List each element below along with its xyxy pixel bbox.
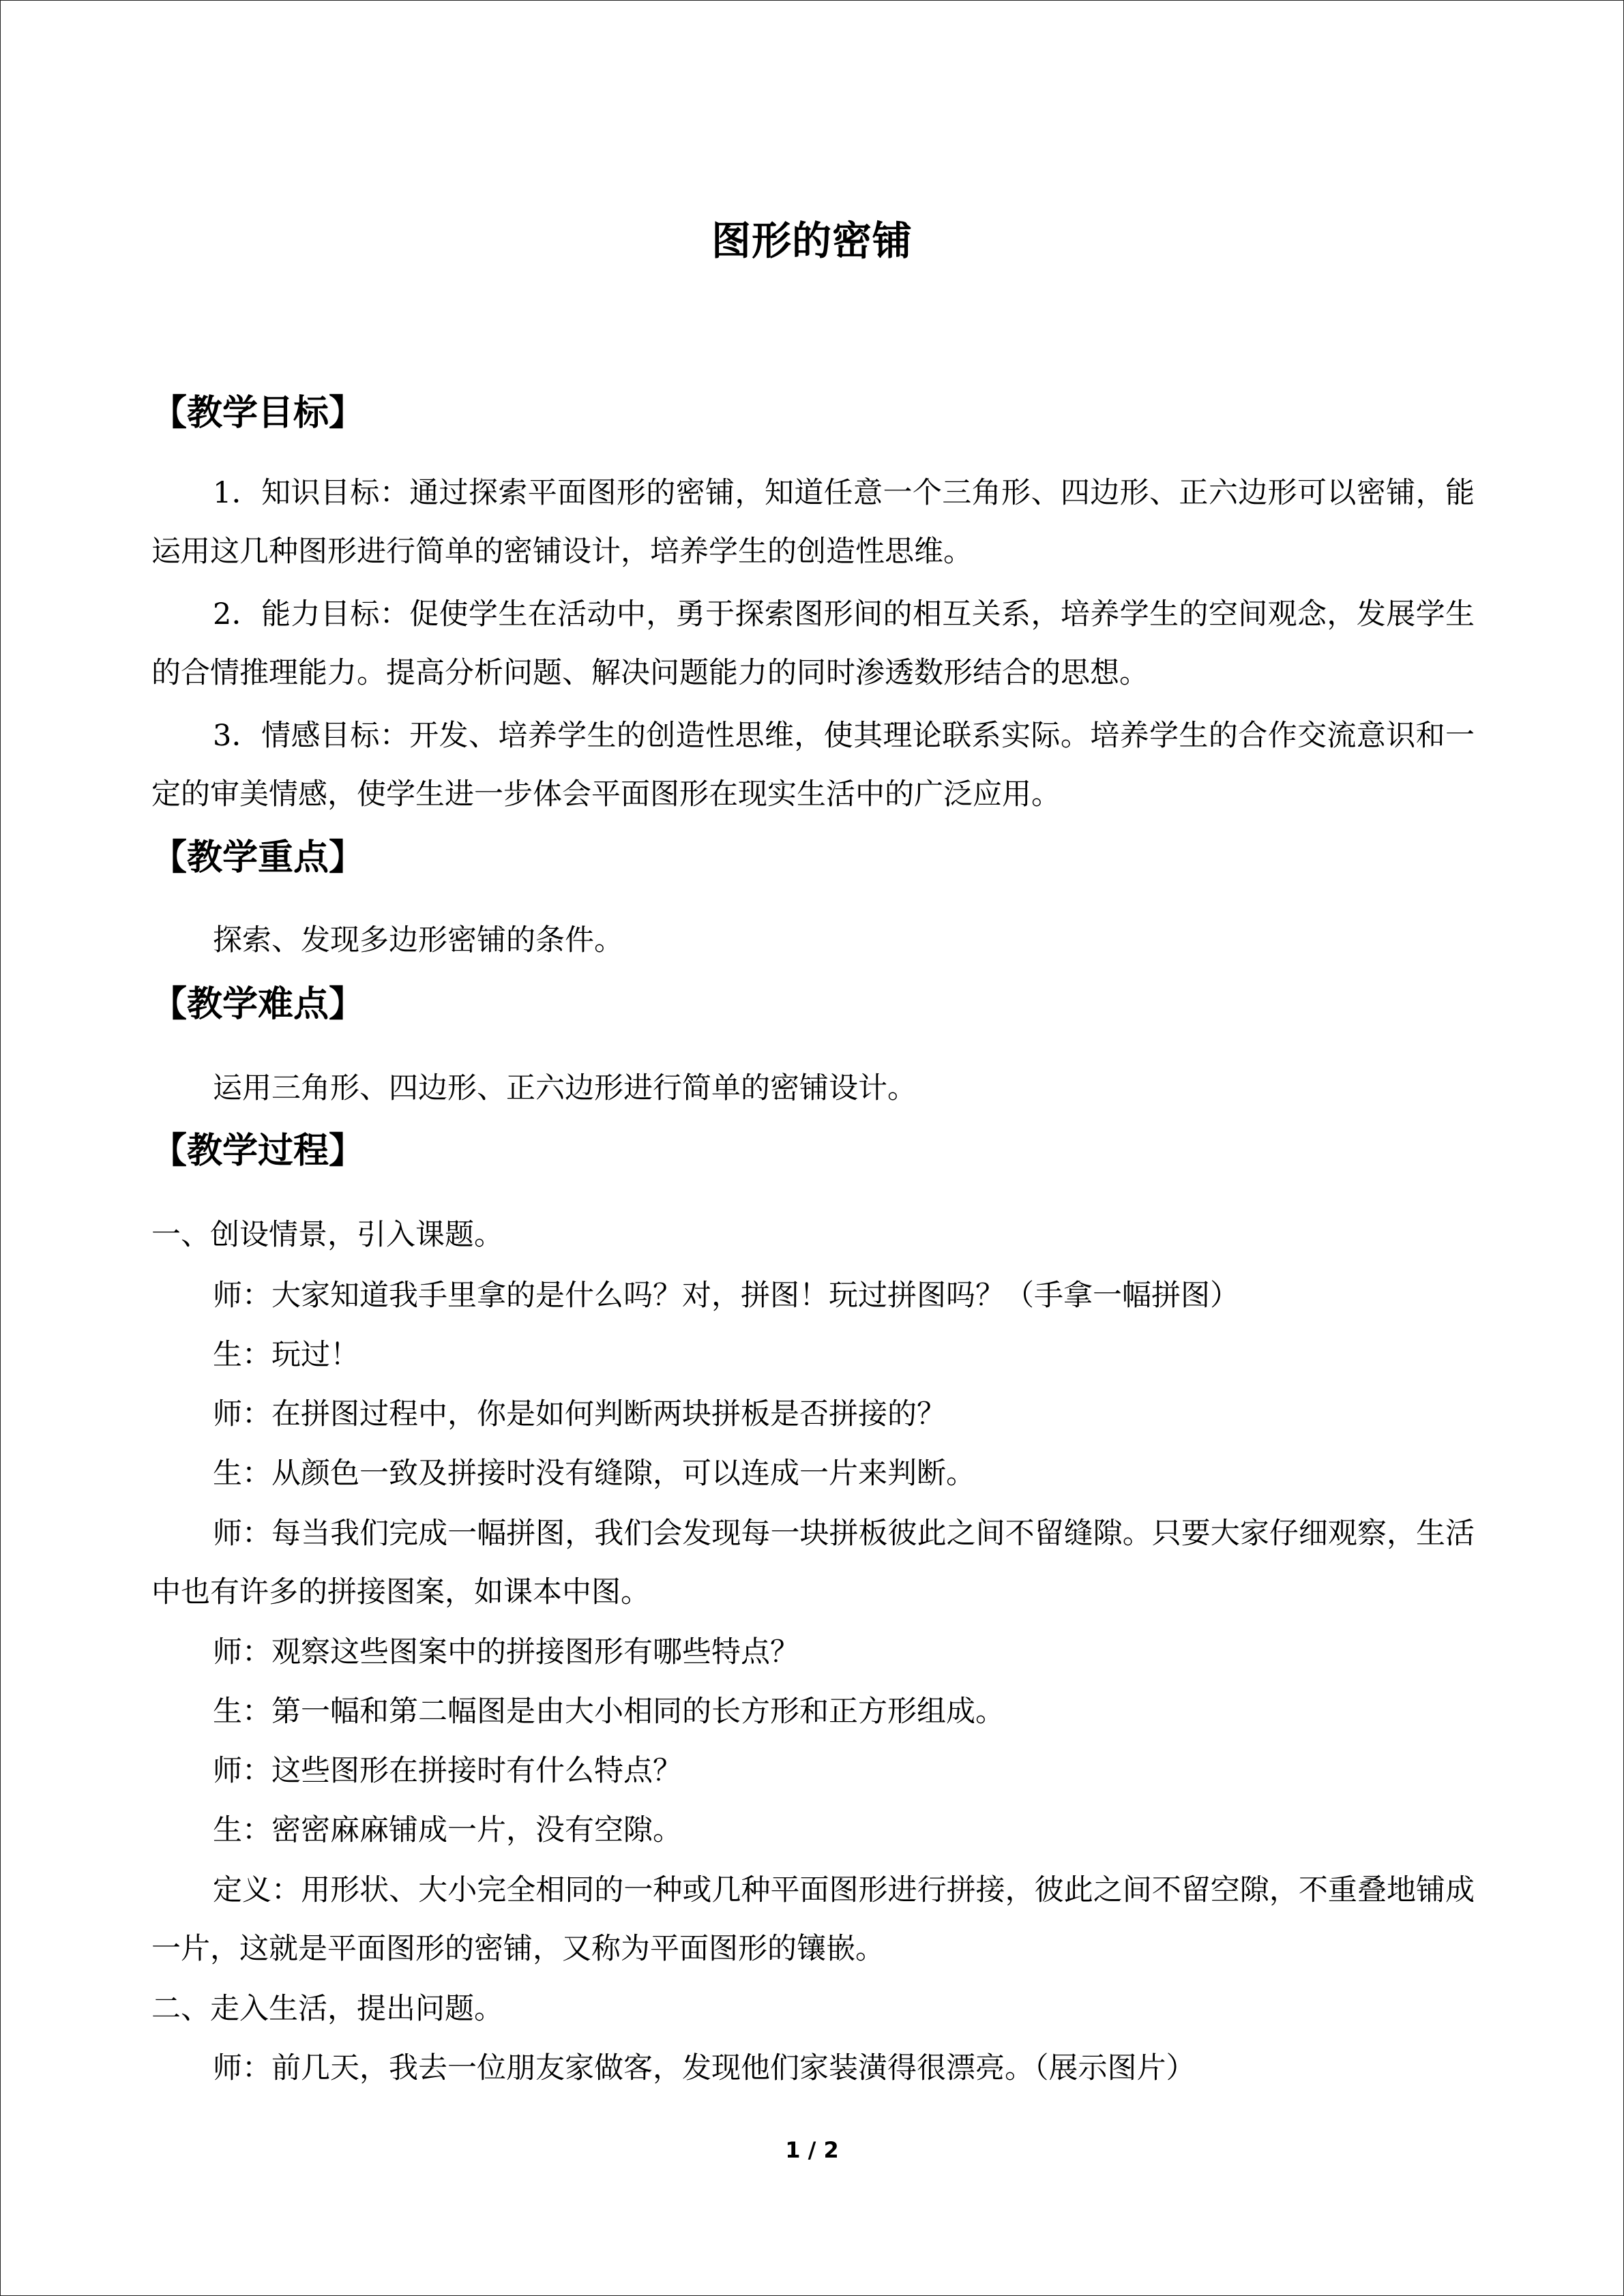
objective-knowledge: 1．知识目标：通过探索平面图形的密铺，知道任意一个三角形、四边形、正六边形可以密铺，能运用这几种图形进行简单的密铺设计，培养学生的创造性思维。 [151,476,1475,569]
dialogue-line: 生：玩过！ [213,1338,359,1372]
key-points-text: 探索、发现多边形密铺的条件。 [213,923,623,957]
dialogue-line: 生：第一幅和第二幅图是由大小相同的长方形和正方形组成。 [213,1695,1005,1729]
process-part1-title: 一、创设情景，引入课题。 [151,1218,503,1252]
dialogue-line: 师：每当我们完成一幅拼图，我们会发现每一块拼板彼此之间不留缝隙。只要大家仔细观察，生活中也有许多的拼接图案，如课本中图。 [151,1517,1475,1609]
dialogue-line: 师：在拼图过程中，你是如何判断两块拼板是否拼接的？ [213,1397,946,1431]
process-part2-title: 二、走入生活，提出问题。 [151,1992,503,2026]
definition-paragraph: 定义：用形状、大小完全相同的一种或几种平面图形进行拼接，彼此之间不留空隙，不重叠地铺成一片，这就是平面图形的密铺，又称为平面图形的镶嵌。 [151,1873,1475,1966]
page-title: 图形的密铺 [711,218,913,264]
heading-difficulties: 【教学难点】 [151,984,365,1025]
objective-ability: 2．能力目标：促使学生在活动中，勇于探索图形间的相互关系，培养学生的空间观念，发展学生的合情推理能力。提高分析问题、解决问题能力的同时渗透数形结合的思想。 [151,597,1475,690]
difficulties-text: 运用三角形、四边形、正六边形进行简单的密铺设计。 [213,1071,917,1105]
page-number: 1 / 2 [785,2137,839,2163]
dialogue-line: 师：观察这些图案中的拼接图形有哪些特点？ [213,1635,799,1669]
dialogue-line: 师：这些图形在拼接时有什么特点？ [213,1754,682,1788]
heading-process: 【教学过程】 [151,1131,365,1172]
dialogue-line: 师：大家知道我手里拿的是什么吗？对，拼图！玩过拼图吗？（手拿一幅拼图） [213,1279,1239,1313]
objective-emotion: 3．情感目标：开发、培养学生的创造性思维，使其理论联系实际。培养学生的合作交流意识和一定的审美情感，使学生进一步体会平面图形在现实生活中的广泛应用。 [151,719,1475,811]
heading-key-points: 【教学重点】 [151,837,365,878]
heading-objectives: 【教学目标】 [151,393,365,434]
dialogue-line: 师：前几天，我去一位朋友家做客，发现他们家装潢得很漂亮。（展示图片） [213,2051,1196,2085]
dialogue-line: 生：从颜色一致及拼接时没有缝隙，可以连成一片来判断。 [213,1457,975,1491]
dialogue-line: 生：密密麻麻铺成一片，没有空隙。 [213,1813,682,1847]
